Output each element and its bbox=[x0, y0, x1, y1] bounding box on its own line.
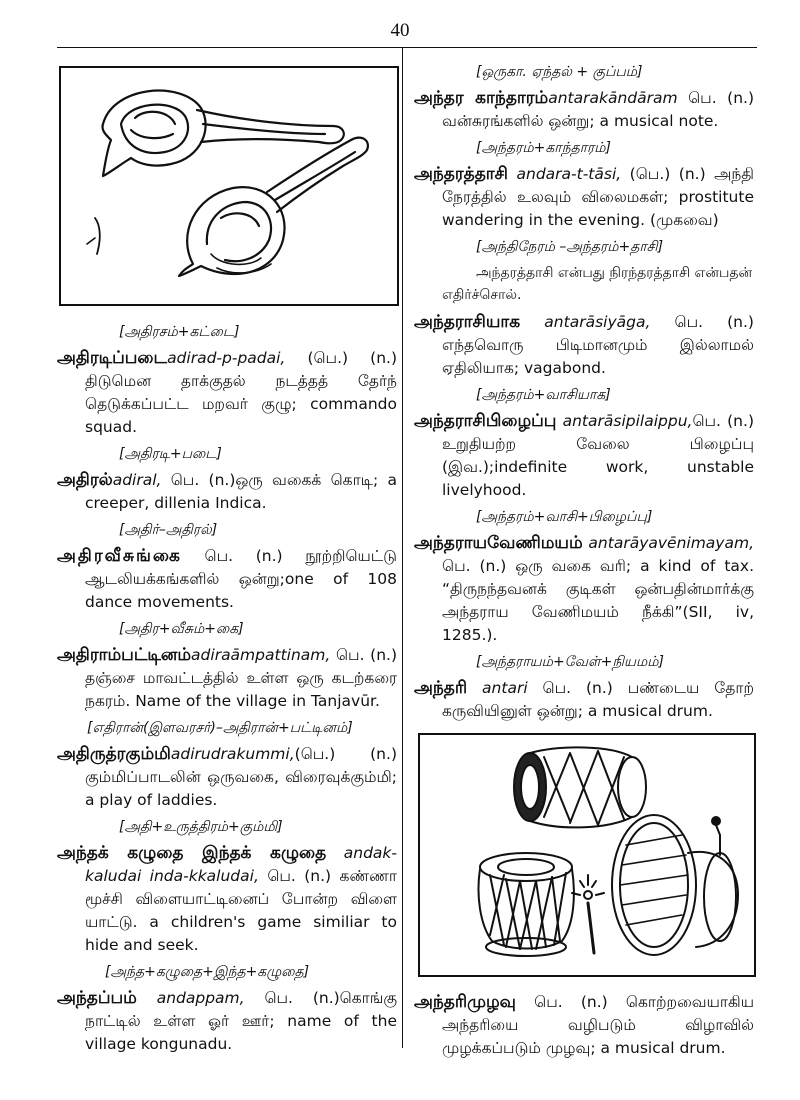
transliteration: adiraāmpattinam, bbox=[191, 646, 331, 664]
headword: அந்தராசிபிழைப்பு bbox=[414, 411, 557, 431]
entry-antharaththasi bbox=[414, 163, 754, 306]
definition: (பெ.) (n.) கும்மிப்பாடலின் ஒருவகை, விரைவுக்கும்மி; a play of laddies. bbox=[85, 745, 397, 809]
etymology: [அந்திநேரம் –அந்தரம்+தாசி] bbox=[476, 239, 664, 255]
entry-athiraveesungai bbox=[57, 545, 397, 639]
etymology: [அதிரடி+படை] bbox=[119, 446, 222, 462]
definition: பெ. (n.) கண்ணா மூச்சி விளையாட்டினைப் போன்ற விளை யாட்டு. a children's game similiar to hide and seek. bbox=[85, 867, 397, 954]
definition: (பெ.) (n.) அந்தி நேரத்தில் உலவும் விலைமகள்; prostitute wandering in the evening. (முகவை) bbox=[442, 165, 754, 229]
transliteration: antarāsiyāga, bbox=[544, 313, 651, 331]
definition: பெ. (n.) உறுதியற்ற வேலை பிழைப்பு (இவ.);indefinite work, unstable livelyhood. bbox=[442, 412, 754, 499]
headword: அந்தரத்தாசி bbox=[414, 164, 508, 184]
definition: பெ. (n.) நூற்றியெட்டு ஆடலியக்கங்களில் ஒன்று;one of 108 dance movements. bbox=[85, 547, 397, 611]
headword: அதிருத்ரகும்மி bbox=[57, 744, 171, 764]
header-rule bbox=[57, 47, 757, 48]
entry-anthappam bbox=[57, 987, 397, 1056]
transliteration: adirad-p-padai, bbox=[167, 349, 286, 367]
entry-athiradippadai bbox=[57, 347, 397, 464]
etymology: [அதிரசம்+கட்டை] bbox=[119, 324, 240, 340]
definition: பெ. (n.) பண்டைய தோற் கருவியினுள் ஒன்று; a musical drum. bbox=[442, 679, 754, 720]
headword: அந்தர காந்தாரம் bbox=[414, 88, 549, 108]
headword: அதிரல் bbox=[57, 470, 113, 490]
drum-illustration bbox=[418, 733, 756, 977]
entry-athirampattinam bbox=[57, 644, 397, 738]
etymology: [அந்தரம்+காந்தாரம்] bbox=[476, 140, 611, 156]
definition: பெ. (n.) ஒரு வகை வரி; a kind of tax. “திருநந்தவனக் குடிகள் ஒன்பதின்மார்க்கு அந்தராய வேணிமயம் நீக்கி”(SII, iv, 1285.). bbox=[442, 557, 754, 644]
headword: அந்தக் கழுதை இந்தக் கழுதை bbox=[57, 843, 327, 863]
drum-drawing-icon bbox=[420, 735, 754, 975]
headword: அதிரவீசுங்கை bbox=[57, 546, 182, 566]
entry-carryover-etymology bbox=[414, 62, 754, 82]
definition: பெ. (n.) கொற்றவையாகிய அந்தரியை வழிபடும் விழாவில் முழக்கப்படும் முழவு; a musical drum. bbox=[442, 993, 754, 1057]
headword: அதிராம்பட்டினம் bbox=[57, 645, 192, 665]
definition: பெ. (n.)கொங்கு நாட்டில் உள்ள ஓர் ஊர்; name of the village kongunadu. bbox=[85, 989, 397, 1053]
headword: அந்தரி bbox=[414, 678, 468, 698]
entry-anthari bbox=[414, 677, 754, 723]
etymology: [அதிர+வீசும்+கை] bbox=[119, 621, 244, 637]
left-column bbox=[57, 52, 397, 1061]
entry-antharasiyaga bbox=[414, 311, 754, 405]
entry-athirasam-etymology bbox=[57, 322, 397, 342]
headword: அந்தப்பம் bbox=[57, 988, 137, 1008]
etymology: [அதிர்–அதிரல்] bbox=[119, 522, 218, 538]
etymology: [அந்தரம்+வாசி+பிழைப்பு] bbox=[476, 509, 653, 525]
etymology: [எதிரான்(இளவரசர்)–அதிரான்+பட்டினம்] bbox=[87, 720, 353, 736]
column-divider bbox=[402, 48, 403, 1048]
usage-note: அந்தரத்தாசி என்பது நிரந்தரத்தாசி என்பதன் எதிர்ச்சொல். bbox=[442, 265, 753, 303]
headword: அந்தராசியாக bbox=[414, 312, 521, 332]
transliteration: antarakāndāram bbox=[548, 89, 678, 107]
entry-antharasipizhaippu bbox=[414, 410, 754, 527]
etymology: [அந்தராயம்+வேள்+நியமம்] bbox=[476, 654, 664, 670]
definition: பெ. (n.) தஞ்சை மாவட்டத்தில் உள்ள ஒரு கடற்கரை நகரம். Name of the village in Tanjavūr. bbox=[85, 646, 397, 710]
transliteration: antarāyavēnimayam, bbox=[588, 534, 754, 552]
definition: பெ. (n.)ஒரு வகைக் கொடி; a creeper, dillenia Indica. bbox=[85, 471, 397, 512]
definition: பெ. (n.) எந்தவொரு பிடிமானமும் இல்லாமல் ஏதிலியாக; vagabond. bbox=[442, 313, 754, 377]
entry-athirudrakummi bbox=[57, 743, 397, 837]
etymology: [அந்தரம்+வாசியாக] bbox=[476, 387, 611, 403]
entry-athiral bbox=[57, 469, 397, 540]
spoon-drawing-icon bbox=[61, 68, 397, 304]
spoon-illustration bbox=[59, 66, 399, 306]
right-column bbox=[414, 52, 754, 1065]
entry-antharayavenimayam bbox=[414, 532, 754, 672]
headword: அந்தரிமுழவு bbox=[414, 992, 516, 1012]
transliteration: antari bbox=[482, 679, 528, 697]
definition: (பெ.) (n.) திடுமென தாக்குதல் நடத்தத் தேர்ந் தெடுக்கப்பட்ட மறவர் குழு; commando squad. bbox=[85, 349, 397, 436]
transliteration: andappam, bbox=[156, 989, 245, 1007]
etymology: [ஒருகா. ஏந்தல் + குப்பம்] bbox=[476, 64, 643, 80]
transliteration: andara-t-tāsi, bbox=[516, 165, 622, 183]
headword: அதிரடிப்படை bbox=[57, 348, 168, 368]
entry-anthara-kantharam bbox=[414, 87, 754, 158]
entry-antharimuzhavu bbox=[414, 991, 754, 1060]
page-number: 40 bbox=[390, 20, 410, 41]
headword: அந்தராயவேணிமயம் bbox=[414, 533, 583, 553]
etymology: [அந்த+கழுதை+இந்த+கழுதை] bbox=[105, 964, 310, 980]
transliteration: adirudrakummi, bbox=[170, 745, 295, 763]
transliteration: andak-kaludai inda-kkaludai, bbox=[85, 844, 397, 885]
transliteration: antarāsipilaippu, bbox=[562, 412, 693, 430]
entry-anthak-kazhuthai bbox=[57, 842, 397, 982]
definition: பெ. (n.) வன்சுரங்களில் ஒன்று; a musical note. bbox=[442, 89, 754, 130]
transliteration: adiral, bbox=[112, 471, 162, 489]
etymology: [அதி+உருத்திரம்+கும்மி] bbox=[119, 819, 283, 835]
